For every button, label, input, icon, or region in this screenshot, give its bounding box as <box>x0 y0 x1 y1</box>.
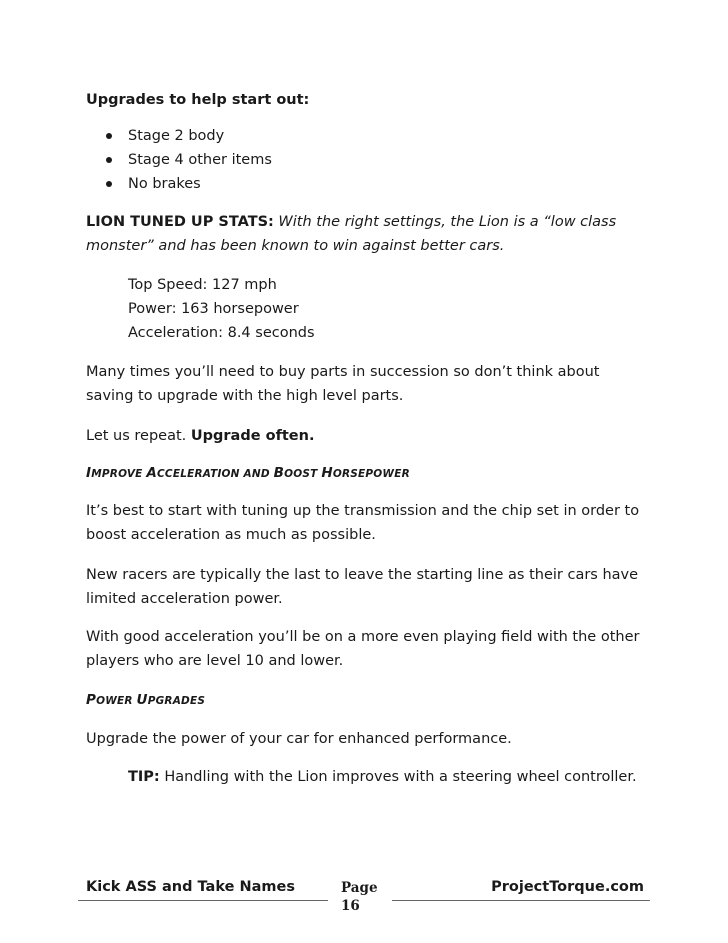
stat-top-speed: Top Speed: 127 mph <box>128 277 277 293</box>
upgrade-list <box>86 124 272 196</box>
new-racers-paragraph: New racers are typically the last to leave the starting line as their cars have limited acceleration power. <box>86 567 639 607</box>
heading-letter: P <box>86 692 97 708</box>
succession-paragraph: Many times you’ll need to buy parts in succession so don’t think about saving to upgrade with the high level parts. <box>86 364 600 404</box>
tip-label: TIP: <box>128 769 160 785</box>
heading-power-upgrades <box>86 688 646 713</box>
heading-text: MPROVE <box>91 468 147 480</box>
heading-text: OOST <box>284 468 322 480</box>
lion-stats-label: LION TUNED UP STATS: <box>86 214 274 230</box>
heading-letter: B <box>273 465 285 481</box>
bullet-icon <box>106 133 112 139</box>
good-acceleration-paragraph: With good acceleration you’ll be on a more even playing field with the other players who are level 10 and lower. <box>86 629 640 669</box>
repeat-lead: Let us repeat. <box>86 428 191 444</box>
list-item <box>86 148 272 172</box>
bullet-icon <box>106 181 112 187</box>
lion-stats-description: With the right settings, the Lion is a “low class monster” and has been known to win against better cars. <box>86 214 617 254</box>
repeat-emphasis: Upgrade often. <box>190 428 315 444</box>
heading-text: CCELERATION AND <box>157 468 274 480</box>
transmission-paragraph: It’s best to start with tuning up the transmission and the chip set in order to boost acceleration as much as possible. <box>86 503 640 543</box>
list-item <box>86 172 272 196</box>
stat-power: Power: 163 horsepower <box>128 301 299 317</box>
heading-letter: I <box>86 465 92 481</box>
footer-divider <box>392 900 650 901</box>
tip-paragraph <box>128 765 648 790</box>
repeat-paragraph <box>86 424 646 448</box>
list-item-text: Stage 2 body <box>128 128 225 144</box>
page-number: 16 <box>341 898 360 914</box>
footer-page-number <box>341 879 378 915</box>
list-item-text: No brakes <box>128 176 201 192</box>
heading-text: OWER <box>96 695 137 707</box>
stat-acceleration: Acceleration: 8.4 seconds <box>128 325 315 341</box>
page-footer <box>86 879 648 919</box>
list-item <box>86 124 272 148</box>
heading-letter: H <box>321 465 333 481</box>
heading-text: ORSEPOWER <box>332 468 410 480</box>
bullet-icon <box>106 157 112 163</box>
heading-text: PGRADES <box>147 695 206 707</box>
list-item-text: Stage 4 other items <box>128 152 272 168</box>
upgrades-heading: Upgrades to help start out: <box>86 92 310 108</box>
lion-stats-paragraph <box>86 210 646 258</box>
heading-letter: A <box>146 465 158 481</box>
footer-site: ProjectTorque.com <box>491 879 644 895</box>
heading-improve-acceleration <box>86 461 646 486</box>
footer-title: Kick ASS and Take Names <box>86 879 295 895</box>
page-label: Page <box>341 880 378 896</box>
footer-divider <box>78 900 328 901</box>
tip-text: Handling with the Lion improves with a steering wheel controller. <box>159 769 637 785</box>
heading-letter: U <box>136 692 148 708</box>
upgrade-power-paragraph: Upgrade the power of your car for enhanced performance. <box>86 731 512 747</box>
